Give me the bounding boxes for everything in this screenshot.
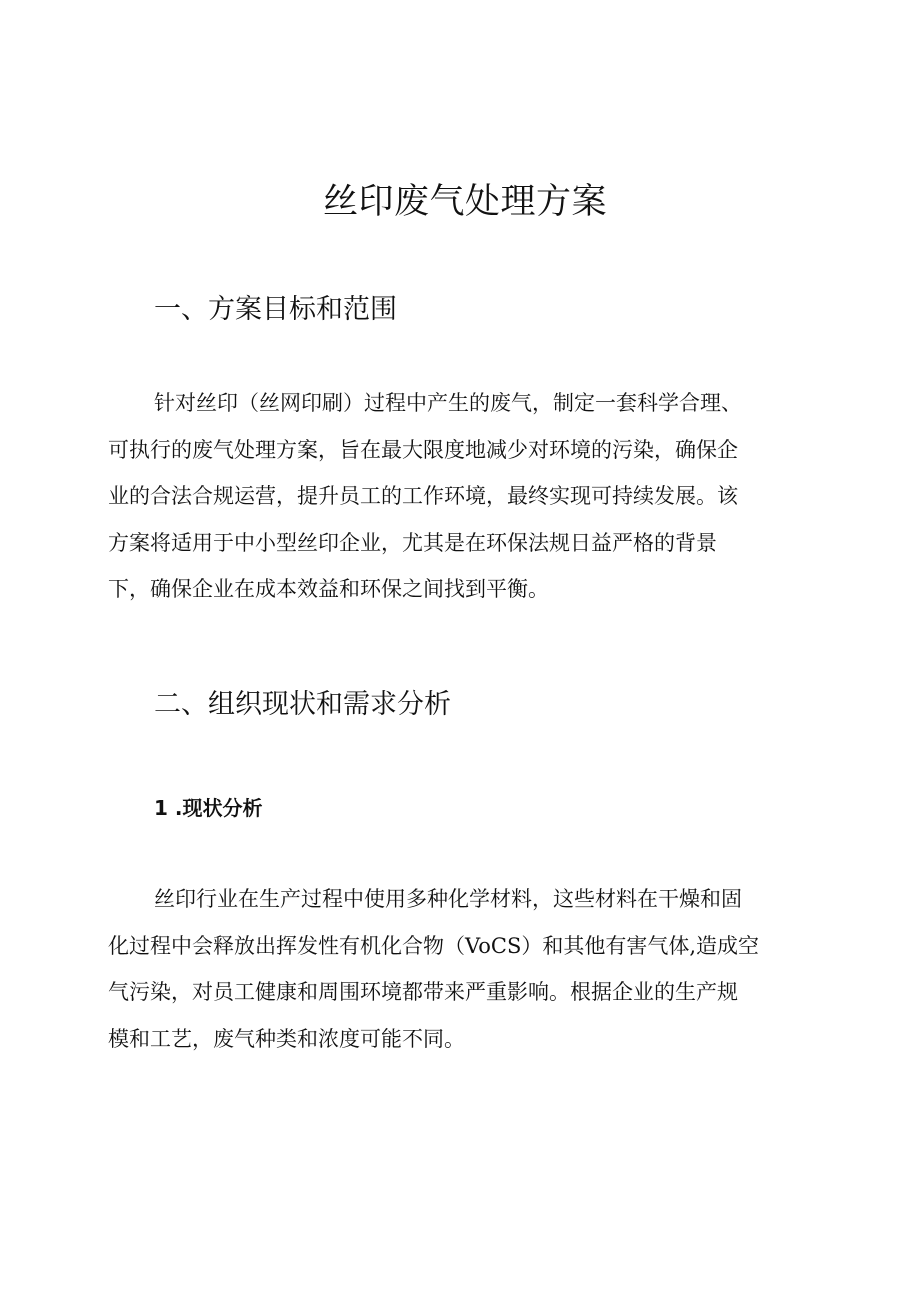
subsection-heading-status-analysis: 1 .现状分析 xyxy=(154,796,263,820)
document-title: 丝印废气处理方案 xyxy=(322,182,607,222)
paragraph-line: 化过程中会释放出挥发性有机化合物（VoCS）和其他有害气体,造成空 xyxy=(108,933,760,958)
section1-paragraph xyxy=(108,380,828,613)
section-heading-status-needs: 二、组织现状和需求分析 xyxy=(154,689,451,720)
subsection1-paragraph xyxy=(108,876,828,1062)
paragraph-line: 可执行的废气处理方案，旨在最大限度地减少对环境的污染，确保企 xyxy=(108,437,738,462)
paragraph-line: 方案将适用于中小型丝印企业，尤其是在环保法规日益严格的背景 xyxy=(108,530,717,555)
paragraph-line: 针对丝印（丝网印刷）过程中产生的废气，制定一套科学合理、 xyxy=(154,391,742,415)
paragraph-line: 下，确保企业在成本效益和环保之间找到平衡。 xyxy=(108,577,549,601)
section-heading-goals-scope: 一、方案目标和范围 xyxy=(154,294,397,325)
paragraph-line: 业的合法合规运营，提升员工的工作环境，最终实现可持续发展。该 xyxy=(108,484,738,508)
paragraph-line: 气污染，对员工健康和周围环境都带来严重影响。根据企业的生产规 xyxy=(108,980,738,1004)
paragraph-line: 模和工艺，废气种类和浓度可能不同。 xyxy=(108,1026,465,1051)
paragraph-line: 丝印行业在生产过程中使用多种化学材料，这些材料在干燥和固 xyxy=(154,887,742,911)
